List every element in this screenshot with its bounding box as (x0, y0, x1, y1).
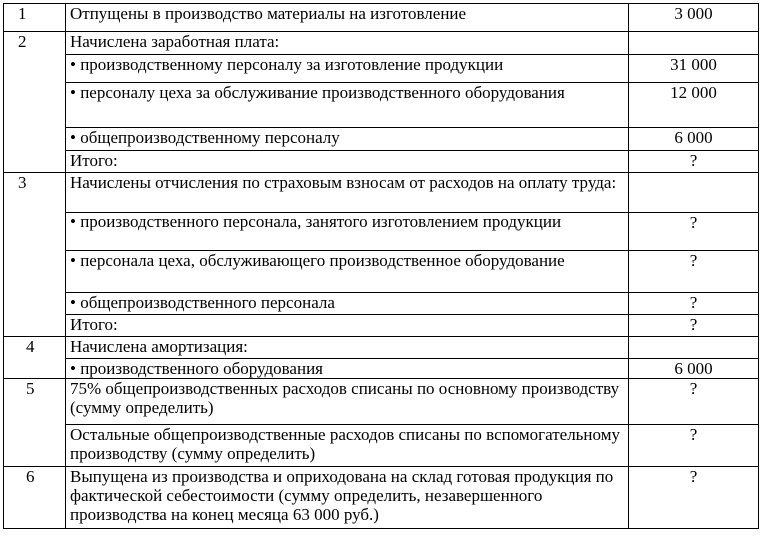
row-number: 5 (4, 379, 66, 467)
table-row (4, 379, 759, 425)
operation-text: Выпущена из производства и оприходована на склад готовая продукция по фактической себестоимости (сумму определить, незавершенного производства на конец месяца 63 000 руб.) (66, 467, 629, 529)
table-row (4, 359, 759, 379)
operation-text: 75% общепроизводственных расходов списаны по основному производству (сумму определить) (66, 379, 629, 425)
amount-cell: ? (629, 467, 759, 529)
table-row (4, 151, 759, 173)
row-number: 1 (4, 4, 66, 32)
amount-cell: 6 000 (629, 128, 759, 151)
row-number: 4 (4, 337, 66, 379)
table-row (4, 293, 759, 315)
amount-cell: 6 000 (629, 359, 759, 379)
operation-text: • общепроизводственного персонала (66, 293, 629, 315)
table-row (4, 425, 759, 467)
amount-cell (629, 173, 759, 213)
operation-text: • производственного оборудования (66, 359, 629, 379)
table-row (4, 55, 759, 83)
row-number: 6 (4, 467, 66, 529)
operation-text: Начислены отчисления по страховым взносам от расходов на оплату труда: (66, 173, 629, 213)
operation-text: Отпущены в производство материалы на изготовление (66, 4, 629, 32)
operation-text: Начислена амортизация: (66, 337, 629, 359)
amount-cell: ? (629, 425, 759, 467)
row-number: 2 (4, 32, 66, 173)
table-row (4, 4, 759, 32)
operation-text: • производственному персоналу за изготовление продукции (66, 55, 629, 83)
table-row (4, 128, 759, 151)
table-row (4, 467, 759, 529)
operation-text: Остальные общепроизводственные расходов списаны по вспомогательному производству (сумму определить) (66, 425, 629, 467)
amount-cell: ? (629, 213, 759, 251)
row-number: 3 (4, 173, 66, 337)
operation-text: Итого: (66, 315, 629, 337)
amount-cell: ? (629, 379, 759, 425)
amount-cell: 12 000 (629, 83, 759, 128)
table-row (4, 32, 759, 55)
table-row (4, 83, 759, 128)
transactions-table (3, 3, 759, 529)
amount-cell (629, 337, 759, 359)
table-row (4, 251, 759, 293)
amount-cell: 3 000 (629, 4, 759, 32)
operation-text: • общепроизводственному персоналу (66, 128, 629, 151)
operation-text: • персонала цеха, обслуживающего производственное оборудование (66, 251, 629, 293)
operation-text: Начислена заработная плата: (66, 32, 629, 55)
amount-cell (629, 32, 759, 55)
table-row (4, 315, 759, 337)
amount-cell: ? (629, 151, 759, 173)
table-row (4, 173, 759, 213)
amount-cell: ? (629, 251, 759, 293)
operation-text: • производственного персонала, занятого изготовлением продукции (66, 213, 629, 251)
table-row (4, 337, 759, 359)
amount-cell: ? (629, 293, 759, 315)
table-row (4, 213, 759, 251)
operation-text: • персоналу цеха за обслуживание производственного оборудования (66, 83, 629, 128)
amount-cell: 31 000 (629, 55, 759, 83)
operation-text: Итого: (66, 151, 629, 173)
amount-cell: ? (629, 315, 759, 337)
